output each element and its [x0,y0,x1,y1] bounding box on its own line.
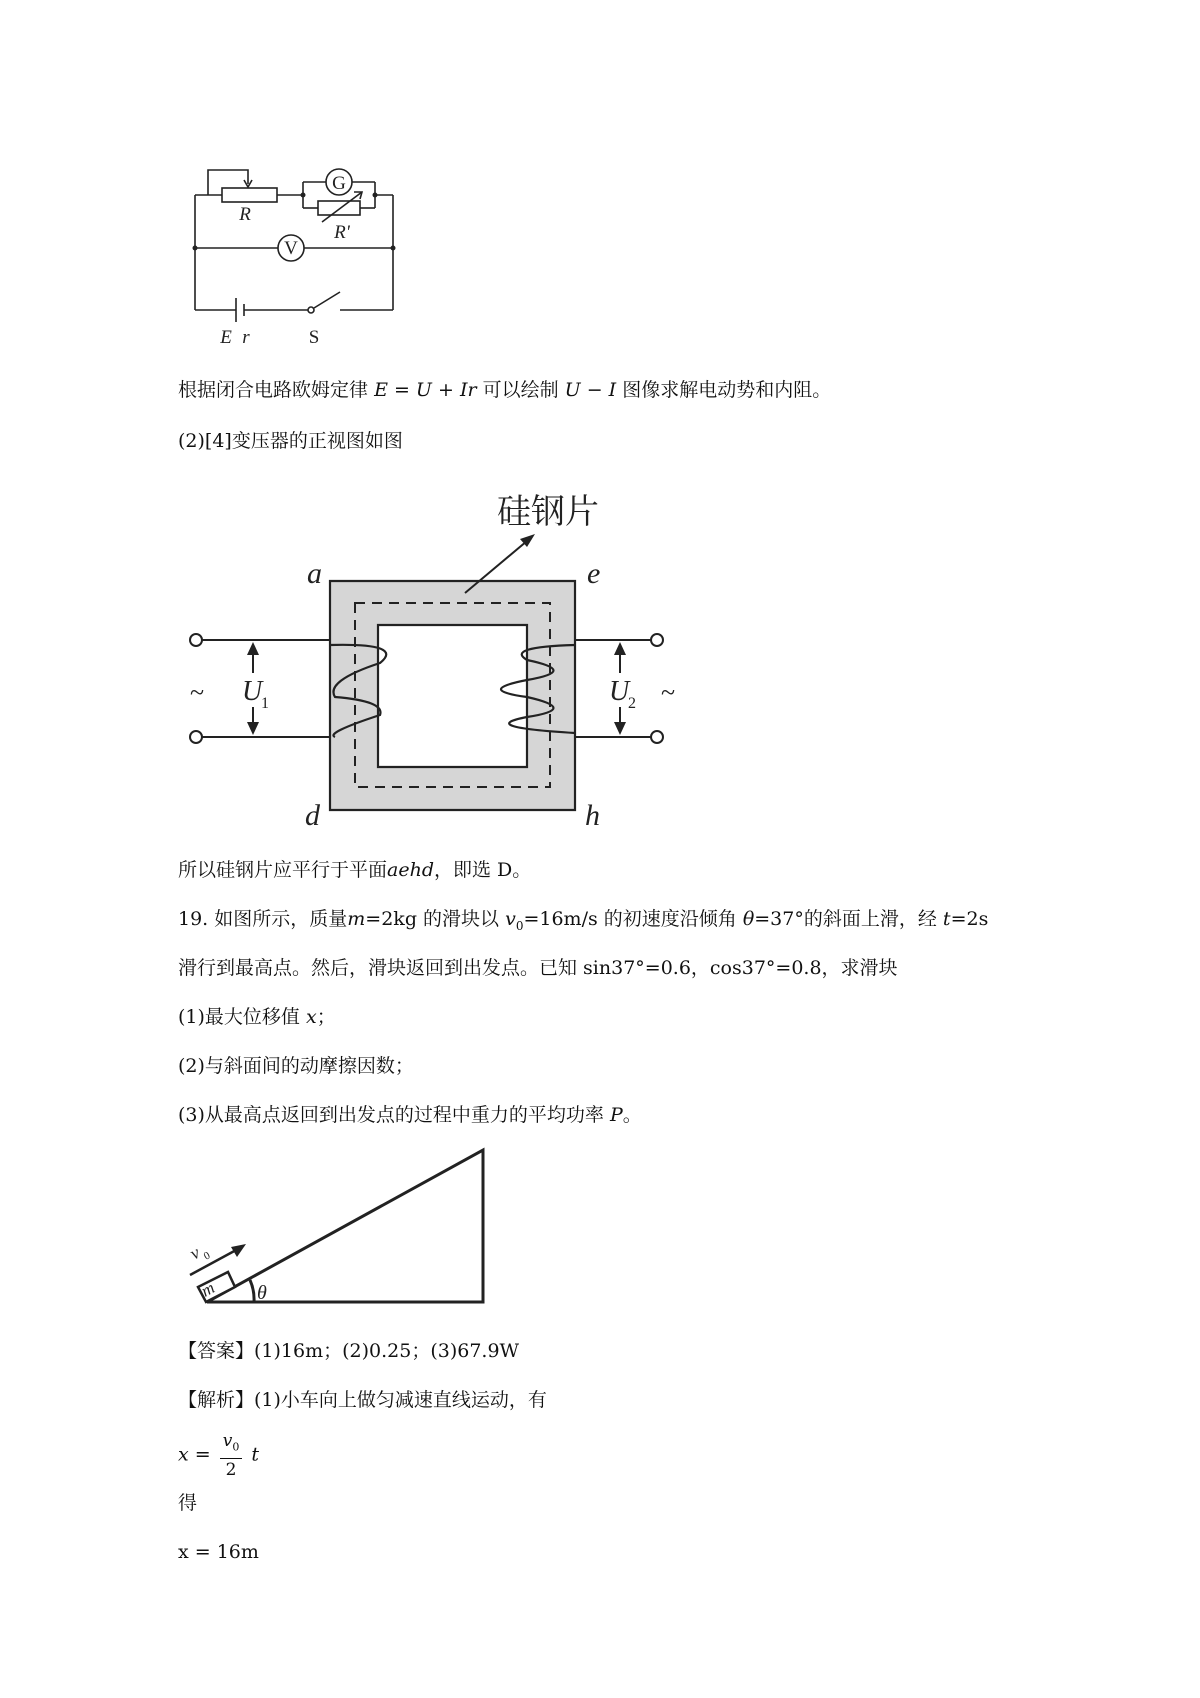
text-segment: =2kg 的滑块以 [365,908,500,930]
fraction-numerator: v [222,1431,233,1451]
answer-label: 【答案】 [178,1340,255,1362]
equation-1 [178,1430,259,1481]
resistor-R-label: R [239,204,251,225]
incline-m-label: m [197,1277,218,1301]
q19-item-2: (2)与斜面间的动摩擦因数； [178,1055,414,1077]
text-segment: =2s [950,908,989,930]
conclusion-line [178,857,531,883]
equation-2: x = 16m [178,1541,259,1563]
fraction-denominator: 2 [225,1460,237,1481]
q19-line-1 [178,906,988,939]
switch-S-label: S [308,327,320,348]
text-segment: 19. 如图所示，质量 [178,908,348,930]
q19-item-3 [178,1102,642,1128]
plane-name: aehd [387,859,434,881]
formula-u-i: U − I [564,379,617,401]
u2-subscript: 2 [628,695,636,712]
incline-diagram [180,1145,500,1315]
text-segment: 根据闭合电路欧姆定律 [178,379,369,401]
text-segment: ； [316,1006,336,1028]
transformer-intro-line: (2)[4]变压器的正视图如图 [178,430,403,452]
var-x: x [305,1006,317,1028]
galvanometer-label: G [332,173,346,194]
internal-r-label: r [242,327,250,348]
transformer-diagram [175,485,695,830]
var-t: t [942,908,951,930]
ac-symbol-left: ~ [190,678,205,707]
text-segment: 所以硅钢片应平行于平面 [178,859,388,881]
text-segment: =16m/s 的初速度沿倾角 [523,908,737,930]
q19-line-2: 滑行到最高点。然后，滑块返回到出发点。已知 sin37°=0.6，cos37°=0.8，求滑块 [178,957,898,979]
var-P: P [609,1104,623,1126]
text-segment: 可以绘制 [482,379,559,401]
var-m: m [347,908,366,930]
analysis-label: 【解析】 [178,1389,255,1411]
eq1-rhs: t [251,1443,260,1466]
u1-subscript: 1 [261,695,269,712]
corner-d-label: d [305,799,320,830]
u2-label: U [609,676,630,707]
incline-theta-label: θ [257,1282,267,1304]
q19-item-1 [178,1004,336,1030]
ohm-law-line [178,377,831,403]
subscript: 0 [232,1440,240,1454]
corner-a-label: a [307,557,322,590]
voltmeter-label: V [284,238,298,259]
corner-h-label: h [585,799,600,830]
text-segment: (1)最大位移值 [178,1006,300,1028]
eq1-lhs: x = [178,1443,211,1466]
text-segment: 图像求解电动势和内阻。 [622,379,832,401]
answer-line [178,1338,519,1364]
subscript: 0 [515,918,524,933]
text-segment: =37°的斜面上滑，经 [754,908,937,930]
fraction [220,1430,243,1481]
u1-label: U [242,676,263,707]
text-segment: 。 [622,1104,642,1126]
ac-symbol-right: ~ [661,678,676,707]
var-v0: v [505,908,516,930]
silicon-steel-label: 硅钢片 [497,494,599,531]
text-segment: (3)从最高点返回到出发点的过程中重力的平均功率 [178,1104,604,1126]
resistor-Rprime-label: R' [334,222,350,243]
analysis-line [178,1387,547,1413]
incline-v0-subscript: 0 [201,1249,213,1263]
emf-E-label: E [220,327,232,348]
analysis-text: (1)小车向上做匀减速直线运动，有 [254,1389,547,1411]
text-segment: ，即选 D。 [434,859,532,881]
corner-e-label: e [587,557,601,590]
circuit-diagram [190,160,410,350]
incline-v0-label: v [186,1242,203,1264]
var-theta: θ [742,908,755,930]
de-line: 得 [178,1492,198,1514]
formula-e-u-ir: E = U + Ir [374,379,477,401]
answer-text: (1)16m；(2)0.25；(3)67.9W [254,1340,520,1362]
